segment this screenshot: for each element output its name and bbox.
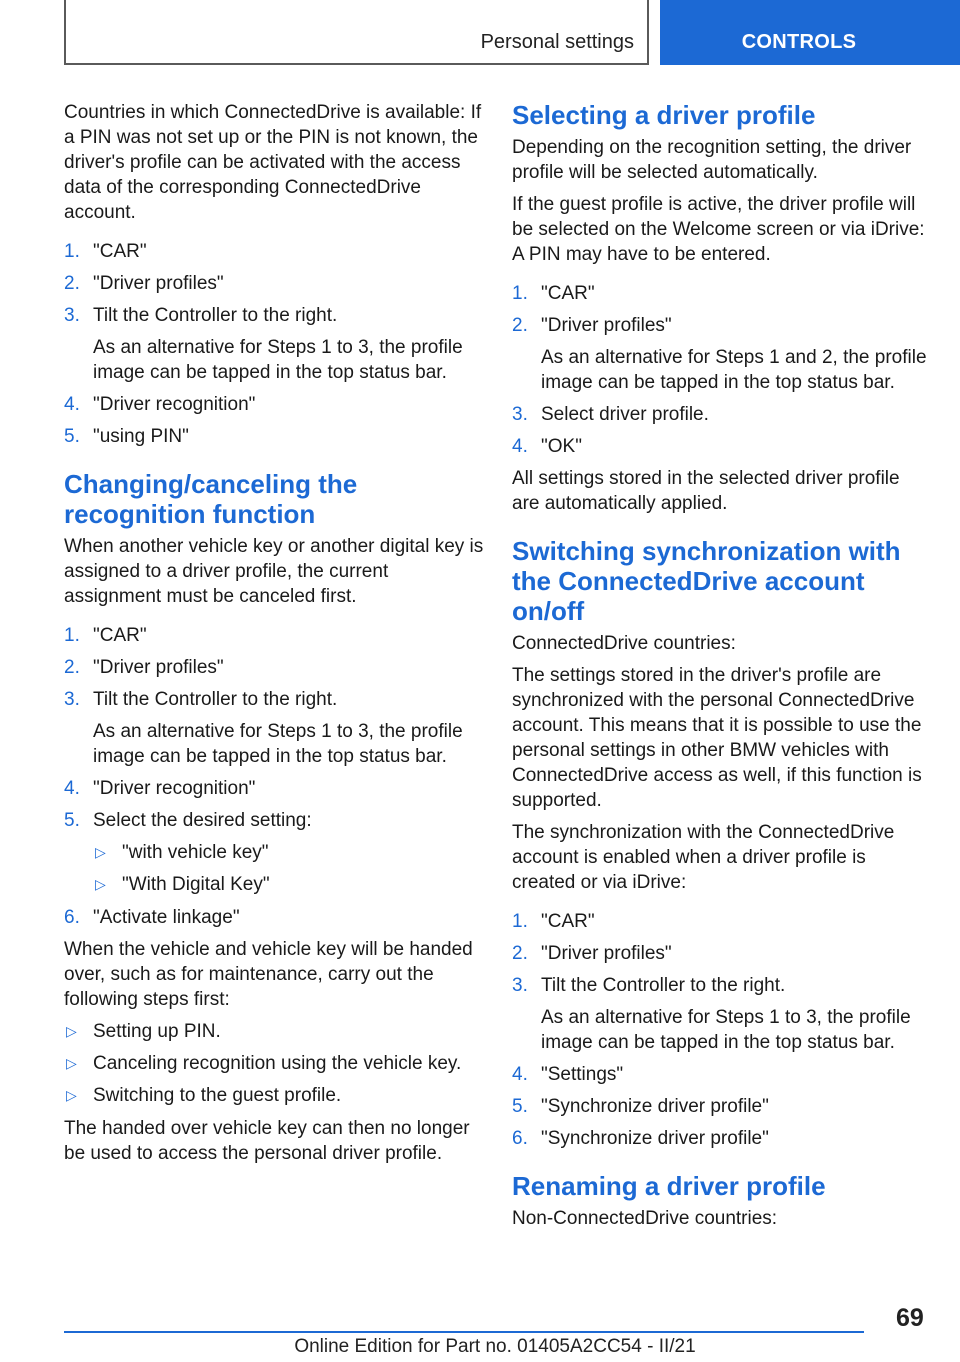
- step-number: 3.: [64, 305, 80, 326]
- list-item: [64, 271, 484, 296]
- step-text: "Driver profiles": [93, 657, 224, 678]
- list-item: [93, 840, 484, 865]
- paragraph: The handed over vehicle key can then no longer be used to access the personal driver profile.: [64, 1118, 470, 1164]
- list-item: [512, 1094, 932, 1119]
- list-item: [512, 909, 932, 934]
- step-number: 2.: [512, 943, 528, 964]
- paragraph: Non-ConnectedDrive countries:: [512, 1208, 778, 1229]
- list-item: [512, 1062, 932, 1087]
- step-text: "Driver profiles": [93, 273, 224, 294]
- step-text: "OK": [541, 436, 582, 457]
- list-item: [64, 687, 484, 769]
- step-text: "Settings": [541, 1064, 624, 1085]
- step-number: 5.: [64, 426, 80, 447]
- step-text: Tilt the Controller to the right.: [93, 305, 338, 326]
- section-changing-recognition: [64, 469, 484, 1166]
- triangle-bullet-icon: ▷: [95, 844, 106, 860]
- step-number: 3.: [512, 404, 528, 425]
- step-number: 2.: [64, 657, 80, 678]
- step-text: "Driver recognition": [93, 778, 256, 799]
- list-item: [64, 1051, 484, 1076]
- list-item: [512, 402, 932, 427]
- step-number: 1.: [64, 625, 80, 646]
- step-text: "Driver profiles": [541, 943, 672, 964]
- step-number: 3.: [64, 689, 80, 710]
- right-column: [512, 100, 932, 1238]
- steps-list-selecting: [512, 281, 932, 459]
- left-column: [64, 100, 484, 1173]
- step-number: 5.: [64, 810, 80, 831]
- step-number: 1.: [512, 283, 528, 304]
- sub-bullet-list: [93, 840, 484, 897]
- bullet-text: "With Digital Key": [122, 874, 270, 895]
- list-item: [512, 281, 932, 306]
- step-number: 3.: [512, 975, 528, 996]
- steps-list-pin: [64, 239, 484, 449]
- step-text: "Driver recognition": [93, 394, 256, 415]
- paragraph: If the guest profile is active, the driver profile will be selected on the Welcome screen or via iDrive: A PIN may have to be entered.: [512, 194, 925, 265]
- list-item: [64, 808, 484, 897]
- list-item: [93, 872, 484, 897]
- step-number: 2.: [512, 315, 528, 336]
- step-number: 5.: [512, 1096, 528, 1117]
- section-renaming: [512, 1171, 932, 1231]
- list-item: [512, 941, 932, 966]
- section-heading: Renaming a driver profile: [512, 1171, 826, 1201]
- list-item: [64, 239, 484, 264]
- paragraph: Depending on the recognition setting, the driver profile will be selected automatically.: [512, 137, 912, 183]
- step-number: 4.: [64, 394, 80, 415]
- step-text: "CAR": [541, 911, 595, 932]
- bullet-list: [64, 1019, 484, 1108]
- list-item: [64, 905, 484, 930]
- section-synchronization: [512, 536, 932, 1151]
- step-number: 6.: [512, 1128, 528, 1149]
- list-item: [64, 655, 484, 680]
- list-item: [512, 434, 932, 459]
- step-number: 4.: [64, 778, 80, 799]
- edition-footer: Online Edition for Part no. 01405A2CC54 - II/21: [294, 1336, 696, 1357]
- step-note: As an alternative for Steps 1 to 3, the profile image can be tapped in the top status bar.: [541, 1007, 911, 1053]
- step-text: "Synchronize driver profile": [541, 1128, 769, 1149]
- bullet-text: Canceling recognition using the vehicle key.: [93, 1053, 462, 1074]
- step-number: 6.: [64, 907, 80, 928]
- step-text: "Activate linkage": [93, 907, 240, 928]
- list-item: [64, 1019, 484, 1044]
- steps-list-sync: [512, 909, 932, 1151]
- bullet-text: Setting up PIN.: [93, 1021, 221, 1042]
- list-item: [512, 313, 932, 395]
- list-item: [64, 424, 484, 449]
- list-item: [64, 392, 484, 417]
- step-note: As an alternative for Steps 1 and 2, the profile image can be tapped in the top status bar.: [541, 347, 927, 393]
- step-text: "using PIN": [93, 426, 189, 447]
- list-item: [64, 623, 484, 648]
- step-text: Tilt the Controller to the right.: [93, 689, 338, 710]
- paragraph: When another vehicle key or another digital key is assigned to a driver profile, the current assignment must be canceled first.: [64, 536, 484, 607]
- paragraph: ConnectedDrive countries:: [512, 633, 736, 654]
- paragraph: The synchronization with the ConnectedDrive account is enabled when a driver profile is created or via iDrive:: [512, 822, 895, 893]
- bullet-text: Switching to the guest profile.: [93, 1085, 342, 1106]
- step-text: Tilt the Controller to the right.: [541, 975, 786, 996]
- step-text: "CAR": [541, 283, 595, 304]
- footer-divider: [64, 1331, 864, 1333]
- step-text: "Driver profiles": [541, 315, 672, 336]
- step-note: As an alternative for Steps 1 to 3, the profile image can be tapped in the top status bar.: [93, 721, 463, 767]
- step-text: "CAR": [93, 625, 147, 646]
- page-number: 69: [896, 1304, 924, 1332]
- triangle-bullet-icon: ▷: [95, 876, 106, 892]
- triangle-bullet-icon: ▷: [66, 1087, 77, 1103]
- list-item: [64, 776, 484, 801]
- step-number: 1.: [64, 241, 80, 262]
- list-item: [512, 973, 932, 1055]
- section-heading: Switching synchronization with the ConnectedDrive account on/off: [512, 536, 901, 626]
- bullet-text: "with vehicle key": [122, 842, 269, 863]
- section-heading: Changing/canceling the recognition function: [64, 469, 358, 529]
- section-heading: Selecting a driver profile: [512, 100, 816, 130]
- paragraph: When the vehicle and vehicle key will be handed over, such as for maintenance, carry out the following steps first:: [64, 939, 473, 1010]
- triangle-bullet-icon: ▷: [66, 1055, 77, 1071]
- step-number: 2.: [64, 273, 80, 294]
- intro-paragraph: Countries in which ConnectedDrive is available: If a PIN was not set up or the PIN is not known, the driver's profile can be activated with the access data of the corresponding ConnectedDrive account.: [64, 102, 482, 223]
- section-title: Personal settings: [480, 31, 634, 53]
- chapter-tab[interactable]: CONTROLS: [660, 0, 960, 65]
- step-number: 4.: [512, 1064, 528, 1085]
- list-item: [64, 1083, 484, 1108]
- step-note: As an alternative for Steps 1 to 3, the profile image can be tapped in the top status bar.: [93, 337, 463, 383]
- list-item: [64, 303, 484, 385]
- step-number: 1.: [512, 911, 528, 932]
- list-item: [512, 1126, 932, 1151]
- step-text: Select the desired setting:: [93, 810, 312, 831]
- step-text: "Synchronize driver profile": [541, 1096, 769, 1117]
- steps-list-changing: [64, 623, 484, 930]
- triangle-bullet-icon: ▷: [66, 1023, 77, 1039]
- step-text: Select driver profile.: [541, 404, 709, 425]
- paragraph: The settings stored in the driver's profile are synchronized with the personal ConnectedDrive account. This means that it is possible to use the personal settings in other BMW vehicles with ConnectedDrive access as well, if this function is supported.: [512, 665, 922, 811]
- paragraph: All settings stored in the selected driver profile are automatically applied.: [512, 468, 900, 514]
- step-number: 4.: [512, 436, 528, 457]
- step-text: "CAR": [93, 241, 147, 262]
